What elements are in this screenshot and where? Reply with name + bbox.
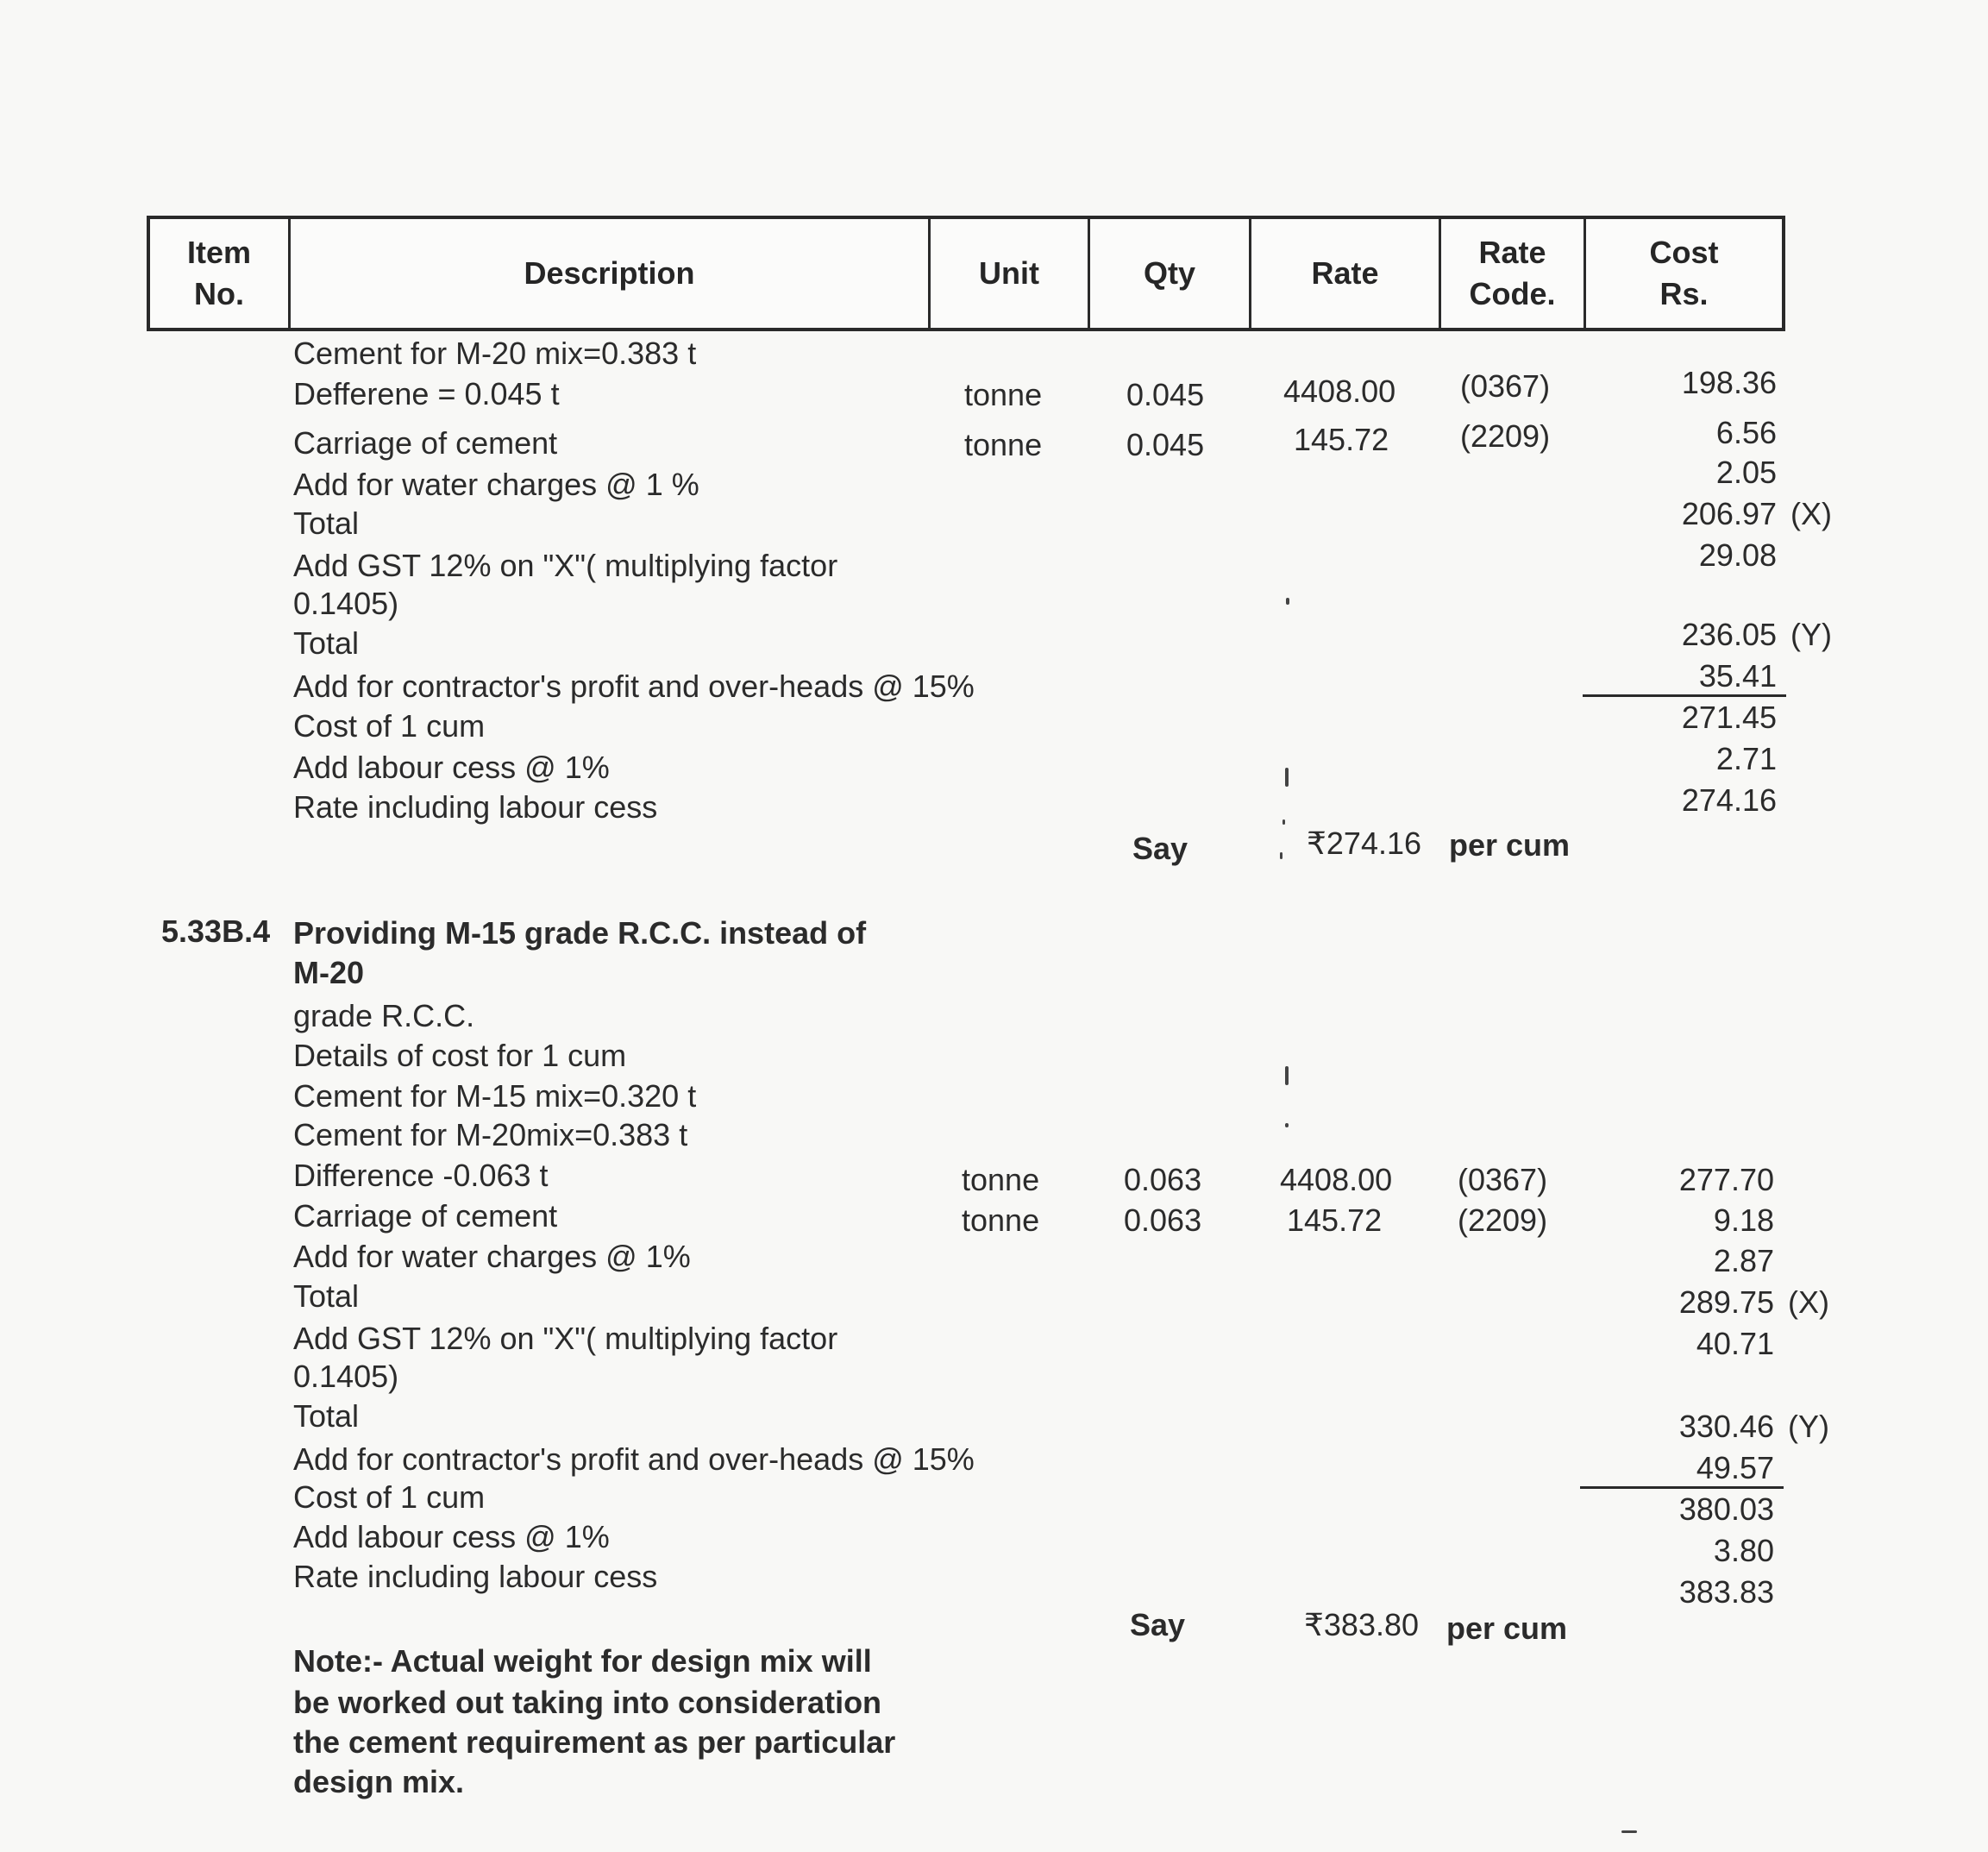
desc-line: Add labour cess @ 1% [293,750,610,785]
desc-line: Add for contractor's profit and over-heads @ 15% [293,1441,975,1477]
desc-line: Details of cost for 1 cum [293,1038,627,1073]
note-line: the cement requirement as per particular [293,1724,896,1760]
cost-value: 274.16 [1681,782,1777,818]
header-rate: Rate [1251,219,1441,328]
desc-line: Cement for M-20mix=0.383 t [293,1117,688,1152]
say-label: Say [1130,1607,1186,1642]
note-line: Note:- Actual weight for design mix will [293,1643,872,1679]
cost-value: 198.36 [1681,365,1777,400]
scan-speck [1280,852,1282,859]
say-label: Say [1132,831,1188,866]
desc-line: grade R.C.C. [293,998,475,1033]
cost-value: 2.05 [1715,455,1777,490]
cost-value: 2.87 [1713,1243,1774,1278]
desc-line: Carriage of cement [293,1198,558,1234]
desc-line: 0.1405) [293,586,399,621]
say-value: ₹383.80 [1304,1607,1420,1642]
desc-line: Rate including labour cess [293,1559,658,1594]
desc-line: Add GST 12% on "X"( multiplying factor [293,548,838,583]
cost-value: 6.56 [1715,415,1777,450]
header-cost: Cost Rs. [1649,235,1719,311]
say-value: ₹274.16 [1307,826,1422,861]
cost-value: 2.71 [1715,741,1777,776]
header-item-no: Item No. [150,219,291,328]
desc-line: Add for water charges @ 1% [293,1239,691,1274]
cost-value: 206.97 [1681,496,1777,531]
rate-code-value: (0367) [1458,1162,1548,1197]
subtotal-rule [1583,694,1786,697]
cost-value: 29.08 [1698,537,1777,573]
cost-value: 330.46 [1678,1409,1774,1444]
cost-value: 380.03 [1678,1491,1774,1527]
scan-speck [1285,1123,1289,1127]
x-marker: (X) [1790,496,1832,531]
desc-line: Total [293,1278,360,1314]
rate-code-value: (0367) [1460,368,1551,404]
unit-value: tonne [964,427,1043,462]
rate-code-value: (2209) [1460,418,1551,454]
desc-line: Difference -0.063 t [293,1158,549,1193]
y-marker: (Y) [1788,1409,1829,1444]
cost-value: 271.45 [1681,700,1777,735]
per-unit-label: per cum [1449,827,1571,863]
desc-line: Total [293,1398,360,1434]
y-marker: (Y) [1790,617,1832,652]
desc-line: Add GST 12% on "X"( multiplying factor [293,1321,838,1356]
cost-value: 35.41 [1698,658,1777,694]
desc-line: Cost of 1 cum [293,708,486,744]
desc-line: Add for water charges @ 1 % [293,467,699,502]
qty-value: 0.045 [1126,427,1205,462]
desc-line: Cost of 1 cum [293,1479,486,1515]
x-marker: (X) [1788,1284,1829,1320]
note-line: be worked out taking into consideration [293,1685,882,1720]
desc-line: Add for contractor's profit and over-heads @ 15% [293,669,975,704]
item-title: M-20 [293,955,365,990]
scan-speck [1286,598,1289,605]
unit-value: tonne [962,1162,1040,1197]
scan-speck [1285,768,1289,787]
cost-value: 49.57 [1696,1450,1774,1485]
header-description: Description [291,219,931,328]
item-title: Providing M-15 grade R.C.C. instead of [293,915,867,951]
unit-value: tonne [962,1202,1040,1238]
header-unit: Unit [931,219,1090,328]
scan-speck [1621,1830,1637,1833]
desc-line: Rate including labour cess [293,789,658,825]
desc-line: Cement for M-20 mix=0.383 t [293,336,697,371]
desc-line: Total [293,505,360,541]
desc-line: Defferene = 0.045 t [293,376,560,411]
scan-speck [1285,1066,1289,1085]
rate-value: 4408.00 [1283,374,1396,409]
note-line: design mix. [293,1764,465,1799]
desc-line: Carriage of cement [293,425,558,461]
unit-value: tonne [964,377,1043,412]
desc-line: 0.1405) [293,1359,399,1394]
table-header [147,216,1785,331]
rate-value: 145.72 [1294,422,1389,457]
cost-value: 277.70 [1678,1162,1774,1197]
cost-value: 383.83 [1678,1574,1774,1610]
desc-line: Add labour cess @ 1% [293,1519,610,1554]
cost-value: 236.05 [1681,617,1777,652]
subtotal-rule [1580,1486,1784,1489]
desc-line: Cement for M-15 mix=0.320 t [293,1078,697,1114]
cost-value: 289.75 [1678,1284,1774,1320]
cost-value: 3.80 [1713,1533,1774,1568]
per-unit-label: per cum [1446,1610,1568,1646]
header-rate-code: Rate Code. [1441,219,1586,328]
cost-value: 9.18 [1713,1202,1774,1238]
qty-value: 0.063 [1124,1162,1202,1197]
desc-line: Total [293,625,360,661]
cost-value: 40.71 [1696,1326,1774,1361]
rate-code-value: (2209) [1458,1202,1548,1238]
item-number: 5.33B.4 [161,913,271,949]
qty-value: 0.045 [1126,377,1205,412]
scan-speck [1282,819,1285,825]
qty-value: 0.063 [1124,1202,1202,1238]
rate-value: 4408.00 [1280,1162,1393,1197]
header-qty: Qty [1090,219,1251,328]
rate-value: 145.72 [1287,1202,1383,1238]
